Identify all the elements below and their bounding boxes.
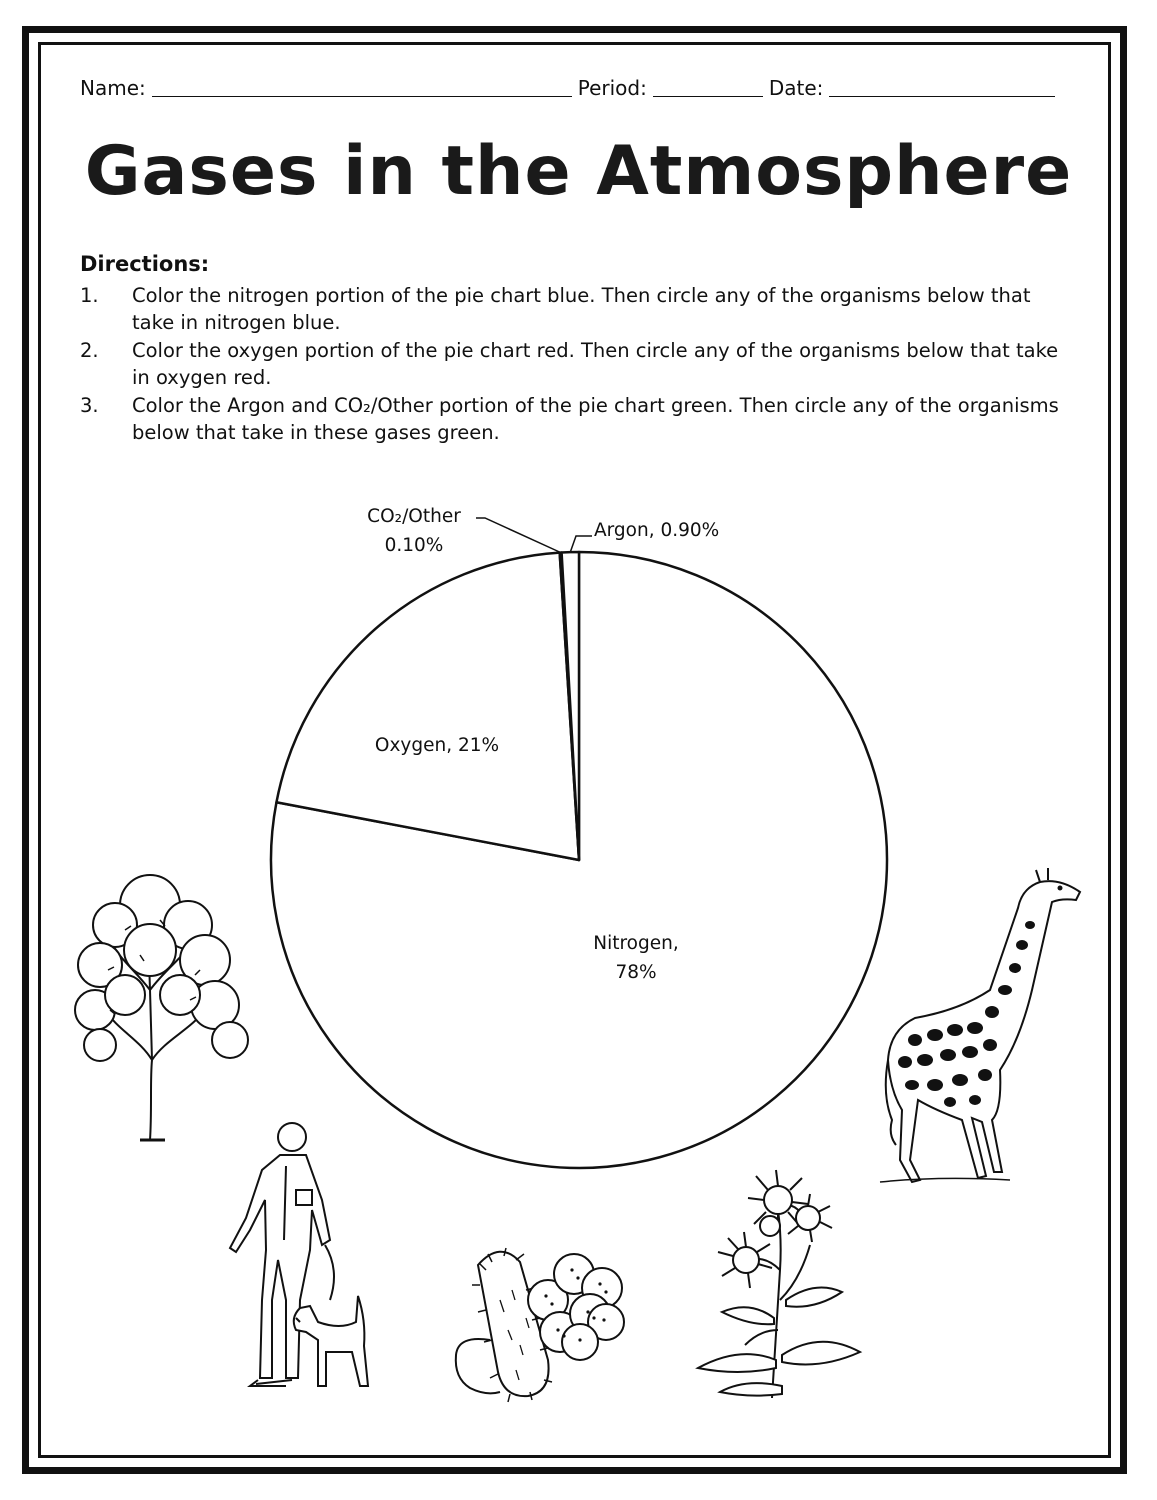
direction-number: 1. [80, 284, 99, 307]
directions-heading: Directions: [80, 252, 210, 276]
man-with-dog-icon[interactable] [230, 1123, 368, 1386]
tree-icon[interactable] [75, 875, 248, 1140]
direction-number: 2. [80, 339, 99, 362]
direction-number: 3. [80, 394, 99, 417]
bacteria-icon[interactable] [456, 1248, 624, 1402]
date-label: Date: [768, 76, 824, 100]
pie-label-co2-other: CO₂/Other 0.10% [367, 506, 461, 556]
direction-text: Color the Argon and CO₂/Other portion of the pie chart green. Then circle any of the organisms below that take in these gases green. [132, 394, 1059, 444]
pie-chart [271, 552, 887, 1168]
period-label: Period: [577, 76, 647, 100]
name-label: Name: [80, 76, 146, 100]
pie-label-argon: Argon, 0.90% [594, 520, 720, 541]
pie-label-oxygen: Oxygen, 21% [374, 735, 500, 756]
direction-text: Color the nitrogen portion of the pie chart blue. Then circle any of the organisms below that take in nitrogen blue. [132, 284, 1031, 334]
pie-label-nitrogen: Nitrogen, 78% [593, 933, 679, 983]
page-title: Gases in the Atmosphere [84, 132, 1073, 211]
leader-line-co2-other [476, 518, 561, 553]
flower-plant-icon[interactable] [698, 1170, 860, 1398]
leader-line-argon [570, 536, 592, 552]
direction-text: Color the oxygen portion of the pie chart red. Then circle any of the organisms below that take in oxygen red. [132, 339, 1059, 389]
giraffe-icon[interactable] [880, 868, 1080, 1182]
